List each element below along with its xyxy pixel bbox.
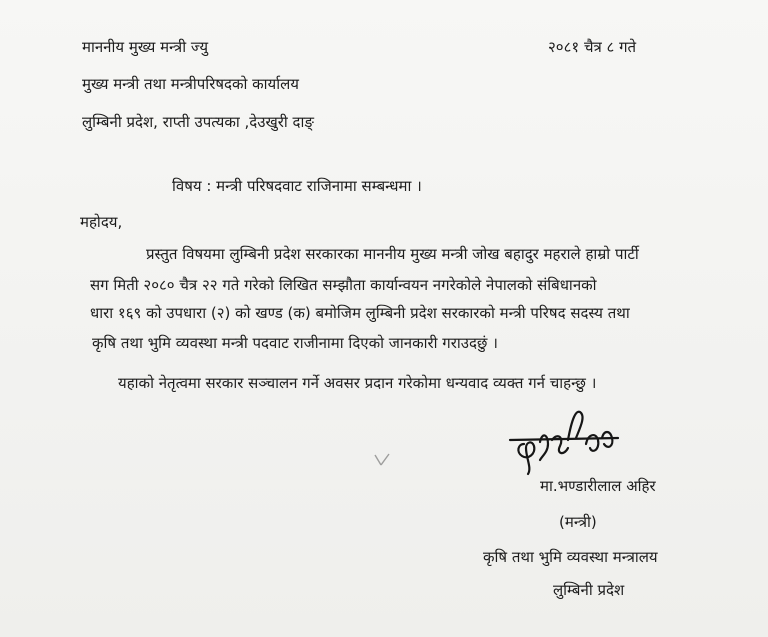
body-paragraph-2: यहाको नेतृत्वमा सरकार सञ्चालन गर्ने अवसर प्रदान गरेकोमा धन्यवाद व्यक्त गर्न चाहन्छु । [118,374,597,392]
letter-date: २०८१ चैत्र ८ गते [548,38,637,56]
signatory-name: मा.भण्डारीलाल अहिर [540,477,656,495]
ink-mark [372,452,392,468]
body-line: सग मिती २०८० चैत्र २२ गते गरेको लिखित सम्झौता कार्यान्वयन नगरेकोले नेपालको संबिधानको [90,276,597,294]
signatory-ministry: कृषि तथा भुमि व्यवस्था मन्त्रालय [483,548,658,566]
body-line: धारा १६९ को उपधारा (२) को खण्ड (क) बमोजिम लुम्बिनी प्रदेश सरकारको मन्त्री परिषद सदस्य तथा [90,304,630,322]
letter-subject: विषय : मन्त्री परिषदवाट राजिनामा सम्बन्धमा । [172,177,422,195]
signatory-title: (मन्त्री) [559,513,597,531]
body-line: कृषि तथा भुमि व्यवस्था मन्त्री पदवाट राजीनामा दिएको जानकारी गराउदछुं । [92,334,498,352]
body-line: प्रस्तुत विषयमा लुम्बिनी प्रदेश सरकारका माननीय मुख्य मन्त्री जोख बहादुर महराले हाम्रो पार्टी [146,245,639,263]
recipient-line-3: लुम्बिनी प्रदेश, राप्ती उपत्यका ,देउखुरी दाङ् [82,113,314,131]
recipient-line-2: मुख्य मन्त्री तथा मन्त्रीपरिषदको कार्यालय [82,75,299,93]
recipient-line-1: माननीय मुख्य मन्त्री ज्यु [82,38,209,56]
salutation: महोदय, [80,213,123,231]
signature-image [506,404,626,476]
signatory-province: लुम्बिनी प्रदेश [553,581,625,599]
